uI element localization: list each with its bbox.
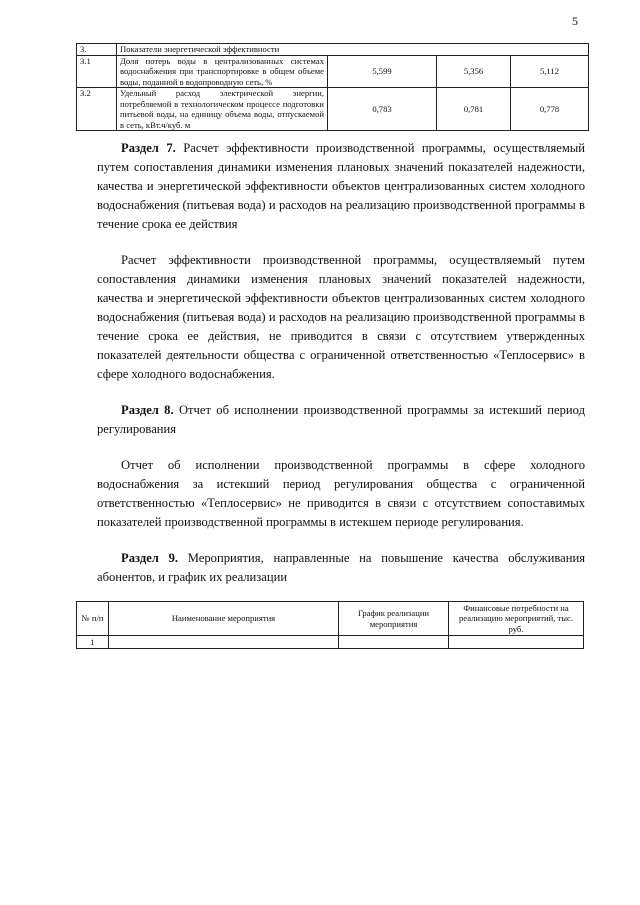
section-label: Раздел 9.	[121, 551, 179, 565]
cell-value: 5,599	[328, 55, 437, 88]
table-row	[77, 636, 584, 649]
header-schedule: График реализации мероприятия	[339, 602, 449, 636]
cell-num: 3.2	[77, 88, 117, 131]
table-row	[77, 44, 589, 56]
table-row	[77, 88, 589, 131]
section8-body: Отчет об исполнении производственной программы в сфере холодного водоснабжения за истекший период регулирования общества с ограниченной ответственностью «Теплосервис» не приводится в связи с отсутствием сопоставимых показателей производственной программы в истекшем периоде регулирования.	[97, 458, 585, 529]
cell-value: 5,112	[511, 55, 589, 88]
cell-finance	[449, 636, 584, 649]
cell-num: 1	[77, 636, 109, 649]
cell-section-label: Показатели энергетической эффективности	[117, 44, 589, 56]
section8-heading	[97, 401, 585, 439]
energy-efficiency-table	[76, 43, 589, 131]
table-row	[77, 55, 589, 88]
cell-value: 0,781	[437, 88, 511, 131]
page-number: 5	[572, 14, 578, 28]
section7-body: Расчет эффективности производственной программы, осуществляемый путем сопоставления динамики изменения плановых значений показателей надежности, качества и энергетической эффективности объектов централизованных систем холодного водоснабжения (питьевая вода) и расходов на реализацию производственной программы в течение срока ее действия, не приводится в связи с отсутствием утвержденных показателей деятельности общества с ограниченной ответственностью «Теплосервис» в сфере холодного водоснабжения.	[97, 253, 585, 381]
cell-schedule	[339, 636, 449, 649]
section9-heading	[97, 549, 585, 587]
cell-value: 0,783	[328, 88, 437, 131]
cell-num: 3.1	[77, 55, 117, 88]
header-name: Наименование мероприятия	[109, 602, 339, 636]
section-label: Раздел 7.	[121, 141, 176, 155]
cell-label: Удельный расход электрической энергии, потребляемой в технологическом процессе подготовки питьевой воды, на единицу объема воды, отпускаемой в сеть, кВт.ч/куб. м	[117, 88, 328, 131]
section-title: Мероприятия, направленные на повышение качества обслуживания абонентов, и график их реализации	[97, 551, 585, 584]
section7-heading	[97, 139, 585, 234]
header-num: № п/п	[77, 602, 109, 636]
section-title: Отчет об исполнении производственной программы за истекший период регулирования	[97, 403, 585, 436]
cell-label: Доля потерь воды в централизованных системах водоснабжения при транспортировке в общем объеме воды, поданной в водопроводную сеть, %	[117, 55, 328, 88]
cell-value: 0,778	[511, 88, 589, 131]
header-finance: Финансовые потребности на реализацию мероприятий, тыс. руб.	[449, 602, 584, 636]
measures-table	[76, 601, 584, 649]
section-label: Раздел 8.	[121, 403, 174, 417]
cell-num: 3.	[77, 44, 117, 56]
table-header-row	[77, 602, 584, 636]
cell-name	[109, 636, 339, 649]
section-title: Расчет эффективности производственной программы, осуществляемый путем сопоставления динамики изменения плановых значений показателей надежности, качества и энергетической эффективности объектов централизованных систем холодного водоснабжения (питьевая вода) и расходов на реализацию производственной программы в течение срока ее действия	[97, 141, 586, 231]
cell-value: 5,356	[437, 55, 511, 88]
